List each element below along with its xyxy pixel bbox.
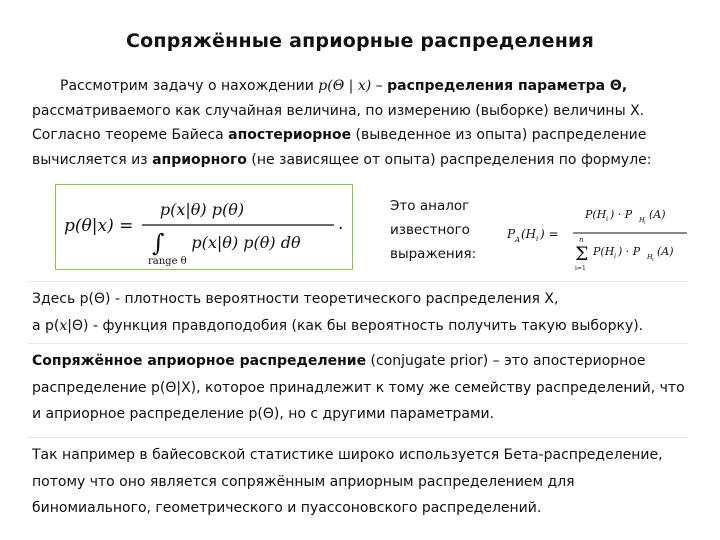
bayes-sigma: Σ: [575, 243, 589, 265]
bayes-num-hsub: i: [644, 220, 646, 226]
bayes-num-sub: i: [606, 215, 609, 223]
formula-denominator: p(x|θ) p(θ) dθ: [191, 233, 301, 252]
separator: [28, 281, 688, 282]
paragraph-conjugate: [32, 348, 692, 428]
bayes-den-rest: ) · P: [618, 245, 641, 258]
definition-likelihood-var: x: [59, 317, 68, 334]
intro-dash: –: [371, 78, 388, 94]
intro-bold-prior: априорного: [152, 151, 247, 168]
bayes-den-h: H: [647, 253, 653, 261]
intro-text: рассматриваемого как случайная величина, по измерению (выборке) величины X. Согласно теореме Байеса: [32, 102, 645, 143]
paragraph-definitions: [32, 286, 692, 339]
bayes-den-arg: (A): [657, 245, 674, 258]
bayes-num-rest: ) · P: [610, 208, 633, 221]
formula-integral: ∫: [152, 229, 165, 257]
bayes-formula-svg: [56, 185, 352, 269]
intro-text: (не зависящее от опыта) распределения по формуле:: [246, 151, 652, 168]
bayes-den-sub: i: [614, 252, 617, 260]
bayes-num-h: H: [639, 216, 645, 224]
definition-density: Здесь p(Θ) - плотность вероятности теоретического распределения X,: [32, 291, 559, 307]
bayes-num-p: P(H: [585, 208, 607, 221]
bayes-den-hsub: i: [652, 257, 654, 263]
separator: [28, 343, 688, 344]
formula-dot: .: [338, 214, 344, 234]
bayes-lhs-arg: (H: [521, 227, 537, 241]
definition-likelihood-text: |Θ) - функция правдоподобия (как бы вероятность получить такую выборку).: [67, 317, 644, 334]
page-title: Сопряжённые априорные распределения: [126, 30, 594, 52]
formula-numerator: p(x|θ) p(θ): [159, 200, 245, 219]
intro-bold-parameter: распределения параметра Θ,: [387, 78, 628, 94]
bayes-classic-formula: [505, 198, 695, 272]
separator: [28, 437, 688, 438]
definition-likelihood-prefix: а p(: [32, 317, 60, 334]
intro-text: (выведенное из опыта) распределение вычисляется из: [32, 127, 647, 168]
bayes-classic-svg: [505, 198, 695, 272]
bayes-lhs-close: ) =: [540, 227, 559, 241]
bayes-lhs-sub: A: [515, 236, 521, 244]
formula-lhs: p(θ|x) =: [64, 216, 134, 236]
analog-line: выражения:: [390, 246, 477, 262]
bayes-sum-bot: i=1: [575, 265, 586, 272]
inline-math-posterior: p(Θ | x): [318, 78, 372, 94]
intro-bold-posterior: апостериорное: [228, 127, 352, 143]
analog-line: Это аналог: [390, 198, 470, 214]
bayes-lhs-p: P: [507, 227, 516, 241]
conjugate-definition: (conjugate prior) – это апостериорное распределение p(Θ|X), которое принадлежит к тому же семейству распределений, что и априорное распределение p(Θ), но с другими параметрами.: [32, 353, 685, 422]
bayes-lhs-argsub: i: [536, 235, 539, 243]
bayes-formula-box: [55, 184, 353, 270]
intro-text: Рассмотрим задачу о нахождении: [60, 78, 319, 94]
analog-note: [390, 194, 500, 266]
bayes-sum-top: n: [579, 236, 584, 244]
analog-line: известного: [390, 222, 470, 238]
intro-paragraph: [32, 74, 692, 172]
formula-range: range θ: [148, 256, 187, 267]
bayes-den-p: P(H: [593, 245, 615, 258]
conjugate-term: Сопряжённое априорное распределение: [32, 353, 367, 369]
paragraph-beta-example: Так например в байесовской статистике широко используется Бета-распределение, потому что оно является сопряжённым априорным распределением для биномиального, геометрического и пуассоновского распределений.: [32, 447, 663, 516]
bayes-num-arg: (A): [649, 208, 666, 221]
